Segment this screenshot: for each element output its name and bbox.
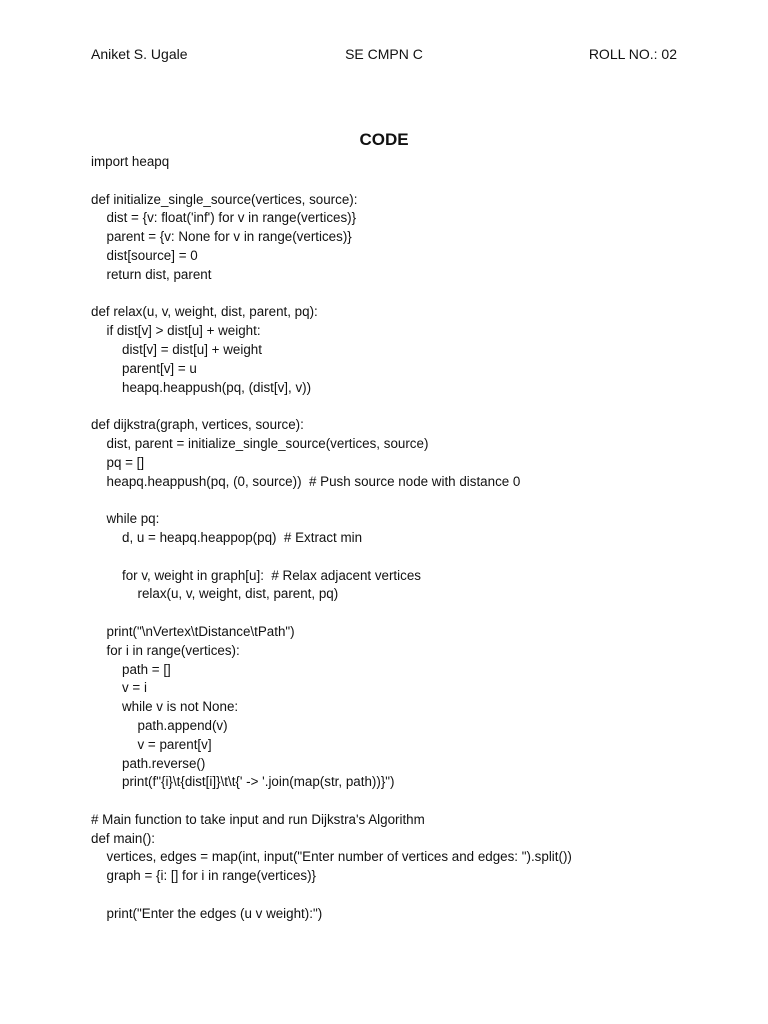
code-line <box>91 172 691 191</box>
code-line: heapq.heappush(pq, (0, source)) # Push source node with distance 0 <box>106 473 521 489</box>
code-line: heapq.heappush(pq, (dist[v], v)) <box>122 379 312 395</box>
code-line: dist = {v: float('inf') for v in range(vertices)} <box>106 210 357 226</box>
code-line <box>91 397 691 416</box>
code-line <box>91 548 691 567</box>
code-line: dist[source] = 0 <box>106 247 198 263</box>
code-block <box>91 153 691 924</box>
page-title: CODE <box>359 130 409 149</box>
page-header <box>91 46 677 66</box>
code-line: dist[v] = dist[u] + weight <box>122 341 262 357</box>
code-line: print("\nVertex\tDistance\tPath") <box>106 623 295 639</box>
author-name: Aniket S. Ugale <box>91 46 188 62</box>
class-name: SE CMPN C <box>345 46 423 62</box>
code-line: def initialize_single_source(vertices, source): <box>91 191 358 207</box>
code-line <box>91 792 691 811</box>
roll-number: ROLL NO.: 02 <box>588 46 677 62</box>
code-line: def relax(u, v, weight, dist, parent, pq): <box>91 304 318 320</box>
code-line: while pq: <box>106 511 160 527</box>
code-line: dist, parent = initialize_single_source(vertices, source) <box>106 435 429 451</box>
code-line: graph = {i: [] for i in range(vertices)} <box>106 868 317 884</box>
code-line: return dist, parent <box>106 266 212 282</box>
code-line <box>91 886 691 905</box>
code-line: parent[v] = u <box>122 360 197 376</box>
code-line: v = i <box>122 680 147 696</box>
code-line: for i in range(vertices): <box>106 642 240 658</box>
code-line: while v is not None: <box>122 699 239 715</box>
code-line: d, u = heapq.heappop(pq) # Extract min <box>122 529 363 545</box>
code-line <box>91 604 691 623</box>
code-line: pq = [] <box>106 454 145 470</box>
code-line: import heapq <box>91 154 170 169</box>
code-line: vertices, edges = map(int, input("Enter number of vertices and edges: ").split()) <box>106 849 572 865</box>
code-line: print("Enter the edges (u v weight):") <box>106 905 323 921</box>
code-line: path.reverse() <box>122 755 206 771</box>
code-line <box>91 491 691 510</box>
code-line <box>91 285 691 304</box>
code-line: # Main function to take input and run Dijkstra's Algorithm <box>91 811 425 827</box>
code-line: v = parent[v] <box>137 736 212 752</box>
code-line: print(f"{i}\t{dist[i]}\t\t{' -> '.join(map(str, path))}") <box>122 774 395 790</box>
code-line: path.append(v) <box>137 717 228 733</box>
code-line: def main(): <box>91 830 155 846</box>
code-line: relax(u, v, weight, dist, parent, pq) <box>137 586 339 602</box>
code-line: path = [] <box>122 661 171 677</box>
code-line: if dist[v] > dist[u] + weight: <box>106 323 261 339</box>
code-line: def dijkstra(graph, vertices, source): <box>91 417 304 433</box>
code-line: parent = {v: None for v in range(vertices)} <box>106 229 352 245</box>
code-line: for v, weight in graph[u]: # Relax adjacent vertices <box>122 567 421 583</box>
